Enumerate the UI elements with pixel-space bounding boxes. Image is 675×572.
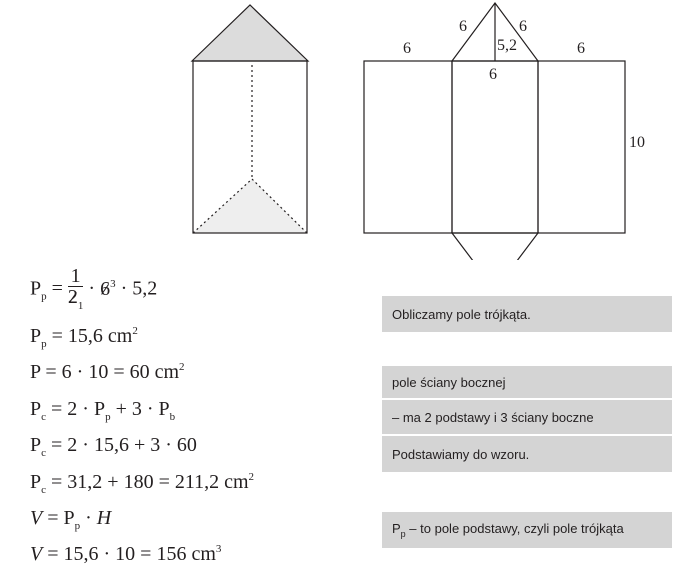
eq5-lhs: P (30, 434, 42, 456)
prism-and-net-figure (0, 0, 675, 260)
label-tri-side-left: 6 (459, 18, 467, 35)
eq7-sub: p (74, 520, 81, 532)
eq3-sup: 2 (179, 361, 185, 373)
eq1-sub: p (41, 290, 47, 303)
note2-text: pole ściany bocznej (392, 374, 506, 390)
note3-text: – ma 2 podstawy i 3 ściany boczne (392, 409, 594, 425)
eq1-dot: · (88, 277, 96, 300)
eq2-rhs: = 15,6 cm (51, 325, 133, 347)
eq1-numerator: 1 (68, 266, 84, 287)
label-rect-right-top: 6 (577, 40, 585, 57)
eq4-sub: c (41, 411, 47, 423)
eq1-lhs: P (30, 277, 42, 300)
triangular-prism (192, 5, 308, 233)
note5-p: P (392, 521, 401, 536)
eq7-h: H (96, 507, 112, 529)
equation-line-3 (30, 361, 185, 384)
prism-bottom-face (193, 179, 307, 233)
equation-line-2 (30, 325, 138, 350)
label-rect-left-top: 6 (403, 40, 411, 57)
note4-text: Podstawiamy do wzoru. (392, 446, 530, 462)
eq6-rhs: = 31,2 + 180 = 211,2 cm (51, 471, 249, 493)
prism-top-face (192, 5, 308, 61)
eq1-denominator-reduced: 1 (77, 300, 84, 312)
eq2-sub: p (41, 338, 47, 350)
eq6-sub: c (41, 484, 47, 496)
eq6-lhs: P (30, 471, 42, 493)
equation-line-8 (30, 543, 221, 566)
eq1-denominator (68, 287, 84, 310)
net-rect-right (538, 61, 625, 233)
note5-sub: p (400, 529, 406, 539)
eq1-six-reduced: 3 (110, 277, 116, 290)
net-rect-left (364, 61, 452, 233)
note-substitute (382, 436, 672, 472)
eq4-lhs: P (30, 398, 42, 420)
eq5-rhs: = 2 · 15,6 + 3 · 60 (51, 434, 197, 456)
eq7-mid: = P (47, 507, 75, 529)
label-tri-side-right: 6 (519, 18, 527, 35)
note-base-area (382, 512, 672, 548)
eq1-equals: = (51, 277, 63, 300)
eq4-mid2: + 3 · P (115, 398, 170, 420)
label-tri-base: 6 (489, 66, 497, 83)
equation-triangle-area (30, 265, 158, 312)
eq6-sup: 2 (248, 471, 255, 483)
eq2-lhs: P (30, 325, 42, 347)
equation-line-7 (30, 507, 111, 532)
equation-line-4 (30, 398, 175, 423)
note-prism-faces (382, 400, 672, 434)
eq1-fraction (68, 266, 84, 310)
eq7-v: V (30, 507, 43, 529)
eq8-v: V (30, 543, 43, 565)
eq1-six-struck: 6 (100, 277, 111, 300)
note-triangle-area (382, 296, 672, 332)
eq3-text: P = 6 · 10 = 60 cm (30, 361, 180, 383)
eq7-dot: · (85, 507, 92, 529)
equation-line-5 (30, 434, 197, 459)
eq1-tail: · 5,2 (120, 277, 158, 300)
eq8-rhs: = 15,6 · 10 = 156 cm (47, 543, 216, 565)
eq4-mid1: = 2 · P (51, 398, 106, 420)
eq1-denominator-struck: 2 (67, 286, 78, 308)
net-rect-middle (452, 61, 538, 233)
eq2-sup: 2 (132, 325, 138, 337)
label-tri-height: 5,2 (497, 37, 517, 54)
eq4-sub3: b (169, 411, 176, 423)
eq5-sub: c (41, 447, 47, 459)
eq8-sup: 3 (215, 543, 222, 555)
net-triangle-bottom (452, 233, 538, 260)
equation-line-6 (30, 471, 254, 496)
eq4-sub2: p (105, 411, 111, 423)
note1-text: Obliczamy pole trójkąta. (392, 306, 531, 322)
prism-net (364, 3, 645, 260)
note-side-face-area (382, 366, 672, 398)
label-rect-height: 10 (629, 134, 645, 151)
note5-text (392, 521, 624, 539)
note5-rest: – to pole podstawy, czyli pole trójkąta (405, 521, 624, 536)
